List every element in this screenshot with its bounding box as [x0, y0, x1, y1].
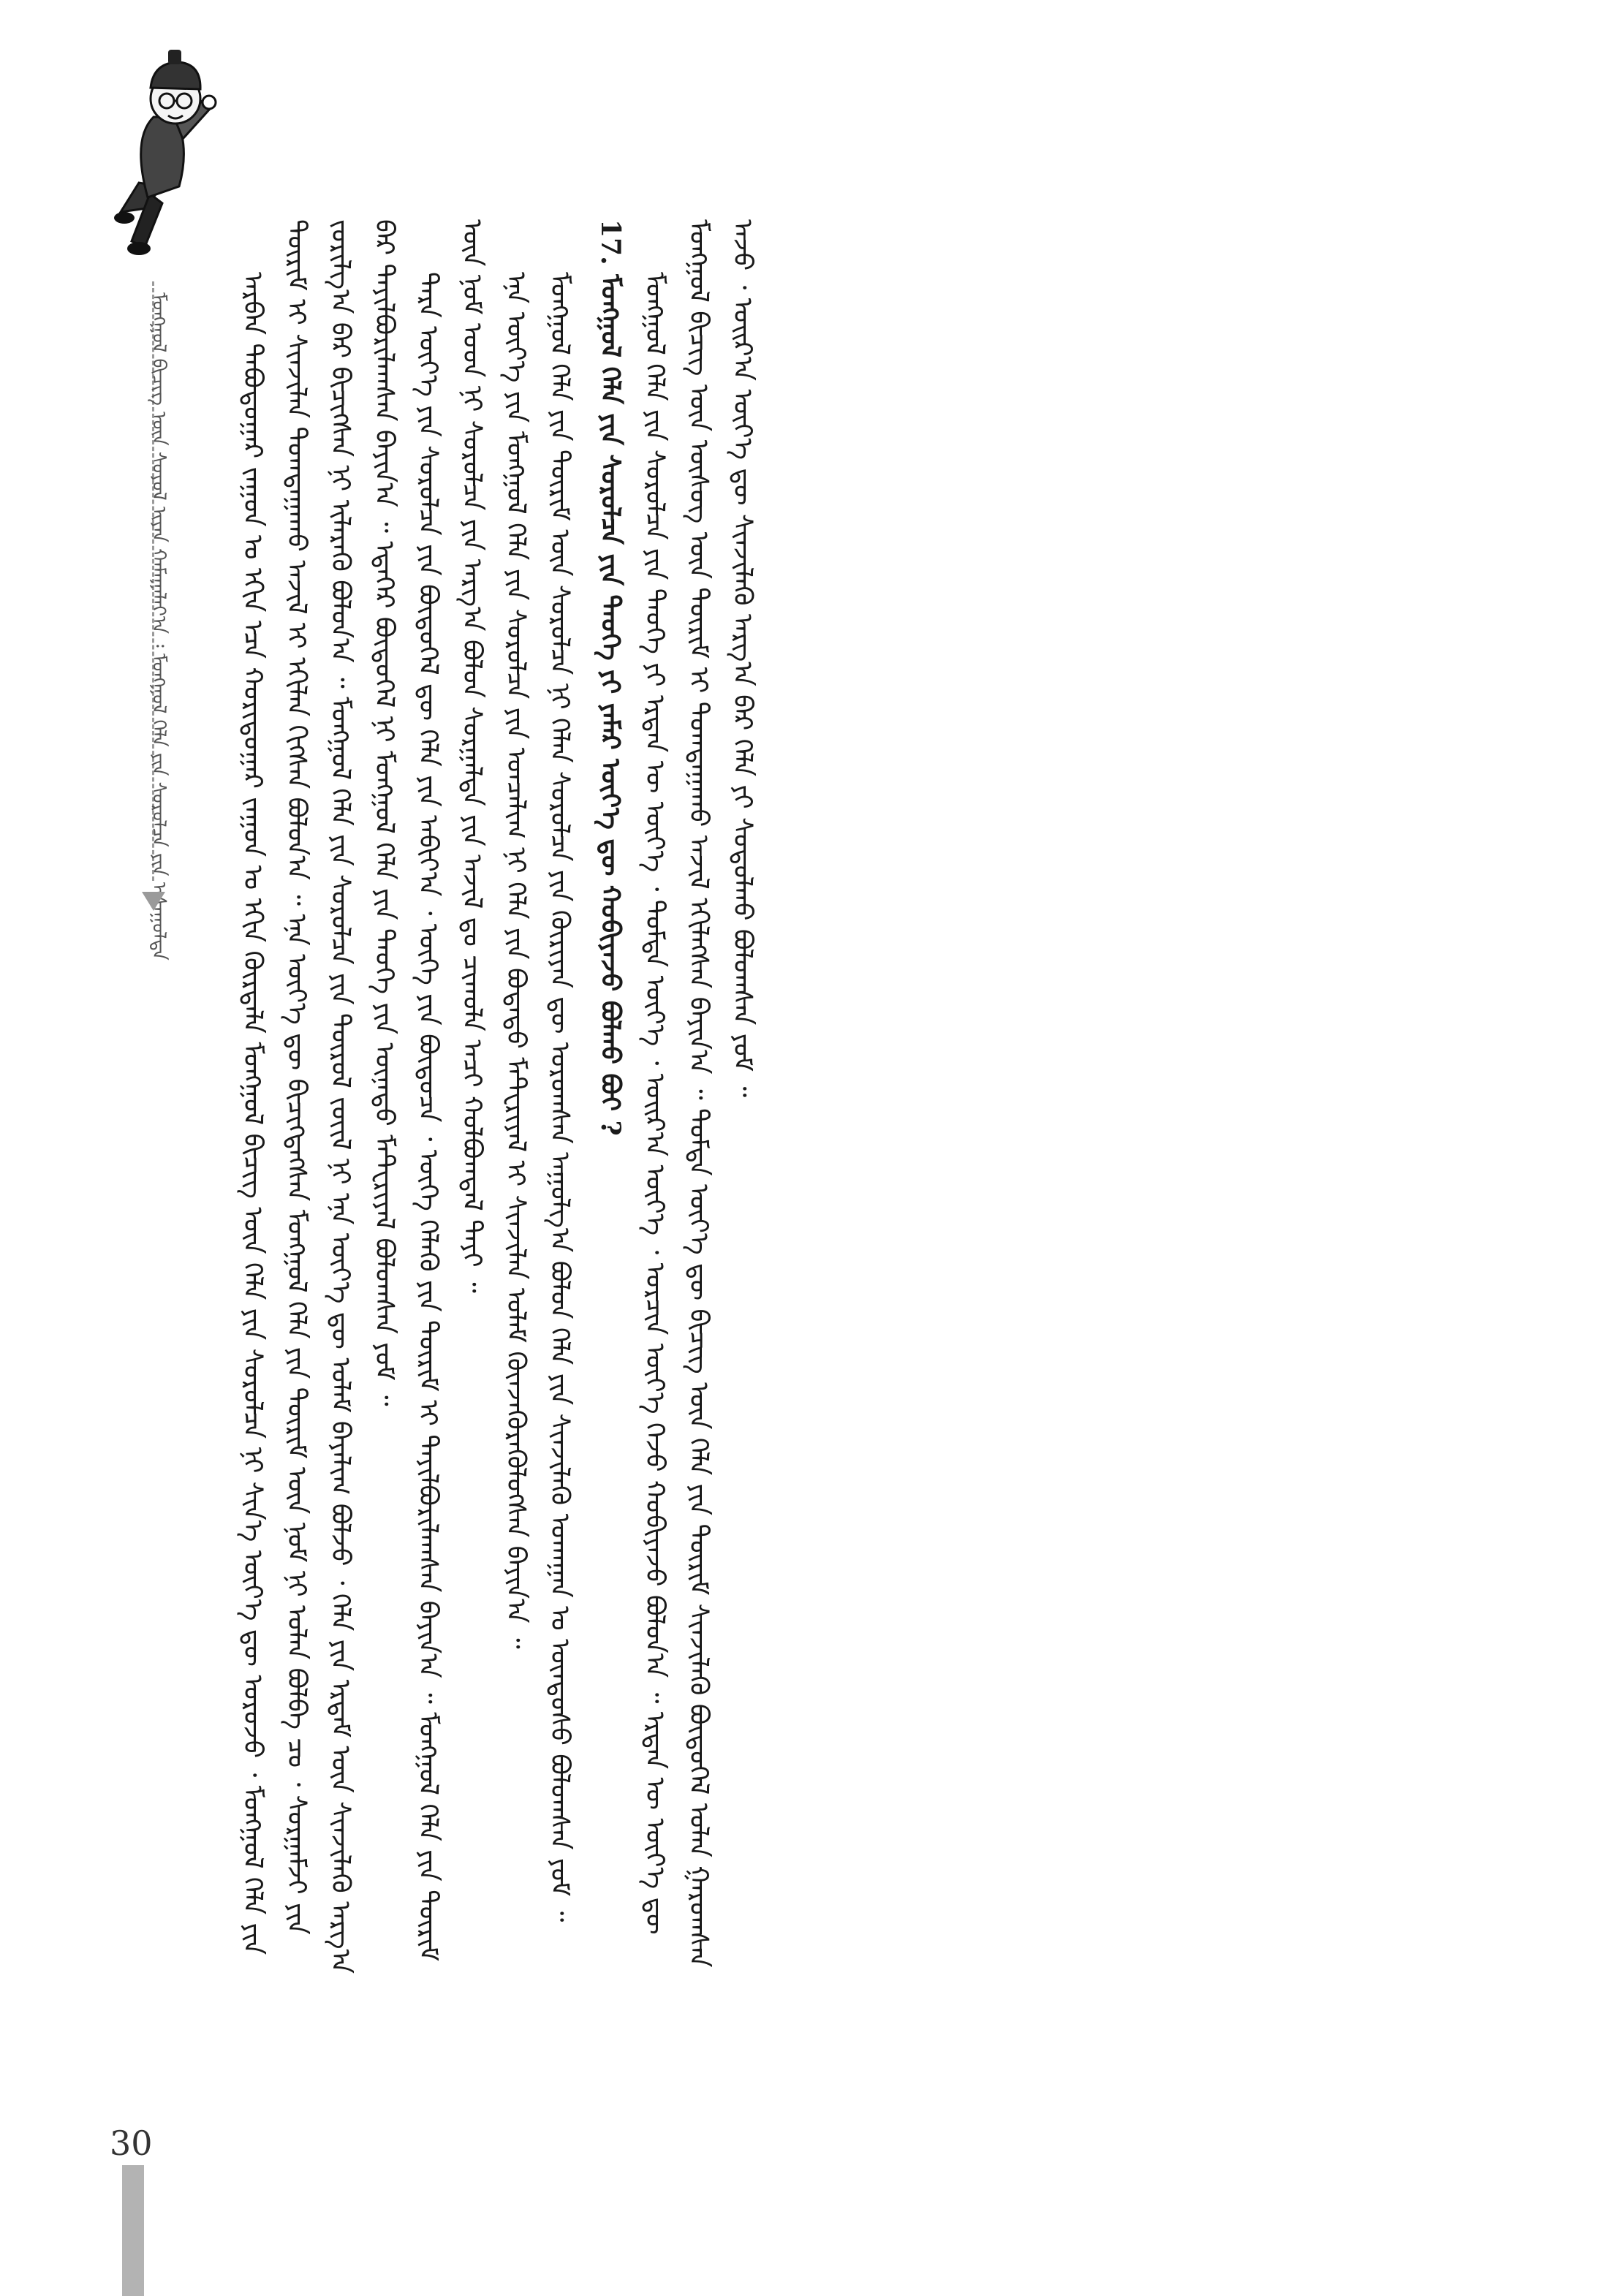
paragraph-2: ᠲᠡᠷᠡ ᠦᠶ᠎ᠡ ᠶᠢᠨ ᠰᠤᠷᠤᠯᠴᠠ ᠶᠢᠨ ᠪᠦᠲᠦᠭᠡᠯ ᠳᠦ ᠬᠡᠯᠡ ᠶᠢᠨ ᠠᠪᠢᠶ᠎ᠠ ᠂ ᠦᠭᠡ ᠶᠢᠨ ᠪᠦᠲᠦᠴᠡ ᠂ ᠦᠭᠡ ᠬᠡᠯᠡᠬᠦ ᠶᠢᠨ ᠳᠦᠷᠢᠮ ᠢ ᠲᠠᠶᠢᠯᠪᠤᠷᠢᠯᠠᠭᠰᠠᠨ ᠪᠠᠶᠢᠨ᠎ᠠ ᠃ ᠮᠣᠩᠭᠣᠯ ᠬᠡᠯᠡ ᠶᠢᠨ ᠳᠦᠷᠢᠮ ᠦᠨ ᠨᠣᠮ ᠤᠳ ᠨᠢ ᠰᠤᠷᠤᠯᠴᠠ ᠶᠢᠨ ᠠᠷᠭ᠎ᠠ ᠪᠣᠯᠤᠨ ᠰᠤᠷᠭᠠᠯᠲᠠ ᠶᠢᠨ ᠠᠵᠢᠯ ᠳᠤ ᠴᠢᠬᠤᠯᠠ ᠠᠴᠢ ᠬᠣᠯᠪᠣᠭᠳᠠᠯ ᠲᠠᠶᠢ ᠃	[413, 219, 487, 1961]
question-heading	[589, 219, 632, 2010]
question-number: 17.	[595, 219, 626, 265]
paragraph-3: ᠡᠨᠡ ᠦᠶ᠎ᠡ ᠶᠢᠨ ᠮᠣᠩᠭᠣᠯ ᠬᠡᠯᠡ ᠶᠢᠨ ᠰᠤᠷᠤᠯᠴᠠ ᠶᠢᠨ ᠣᠨᠴᠠᠯᠢᠭ ᠨᠢ ᠬᠡᠯᠡ ᠶᠢᠨ ᠪᠣᠳᠠᠲᠤ ᠮᠠᠲᠧᠷᠢᠶᠠᠯ ᠢ ᠰᠢᠨᠵᠢᠯᠡᠨ ᠤᠯᠠᠮ ᠭᠦᠨᠵᠡᠭᠦᠷᠡᠭᠦᠯᠦᠭᠰᠡᠨ ᠪᠠᠶᠢᠨ᠎ᠠ ᠃	[501, 272, 531, 1649]
answer-paragraph: ᠮᠣᠩᠭᠣᠯ ᠬᠡᠯᠡ ᠶᠢᠨ ᠰᠤᠷᠤᠯᠴᠠ ᠶᠢᠨ ᠲᠡᠦᠬᠡ ᠶᠢ ᠡᠷᠲᠡᠨ ᠦ ᠦᠶ᠎ᠡ ᠂ ᠳᠤᠮᠳᠠ ᠦᠶ᠎ᠡ ᠂ ᠣᠢᠷ᠎ᠠ ᠦᠶ᠎ᠡ ᠂ ᠣᠷᠴᠢᠨ ᠦᠶ᠎ᠡ ᠭᠡᠵᠦ ᠬᠤᠪᠢᠶᠠᠵᠤ ᠪᠣᠯᠤᠨ᠎ᠠ ᠃ ᠡᠷᠲᠡᠨ ᠦ ᠦᠶ᠎ᠡ ᠳᠦ ᠮᠣᠩᠭᠣᠯ ᠪᠢᠴᠢᠭ ᠦᠨ ᠦᠰᠦᠭ ᠦᠨ ᠳᠦᠷᠢᠮ ᠢ ᠲᠣᠭᠲᠠᠭᠠᠬᠤ ᠠᠵᠢᠯ ᠡᠬᠢᠯᠡᠭᠰᠡᠨ ᠪᠠᠶᠢᠨ᠎ᠠ ᠃ ᠳᠤᠮᠳᠠ ᠦᠶ᠎ᠡ ᠳᠦ ᠪᠢᠴᠢᠭ ᠦᠨ ᠬᠡᠯᠡ ᠶᠢᠨ ᠳᠦᠷᠢᠮ ᠰᠢᠨᠵᠢᠯᠡᠬᠦ ᠪᠦᠲᠦᠭᠡᠯ ᠣᠯᠠᠨ ᠭᠠᠷᠤᠭᠰᠠᠨ ᠠᠵᠤ ᠂ ᠣᠢᠷ᠎ᠠ ᠦᠶ᠎ᠡ ᠳᠦ ᠰᠢᠨᠵᠢᠯᠡᠬᠦ ᠠᠷᠭ᠎ᠠ ᠪᠠᠷ ᠬᠡᠯᠡ ᠶᠢ ᠰᠤᠳᠤᠯᠬᠤ ᠪᠣᠯᠤᠭᠰᠠᠨ ᠶᠤᠮ ᠃	[640, 219, 757, 1968]
page-edge-tab	[122, 2165, 144, 2296]
paragraph-4: ᠮᠣᠩᠭᠣᠯ ᠬᠡᠯᠡ ᠶᠢᠨ ᠳᠦᠷᠢᠮ ᠦᠨ ᠰᠤᠷᠤᠯᠴᠠ ᠨᠢ ᠬᠡᠯᠡᠨ ᠰᠤᠷᠤᠯᠴᠠ ᠶᠢᠨ ᠬᠦᠷᠢᠶᠡᠨ ᠳᠦ ᠣᠷᠣᠭᠰᠠᠨ ᠠᠭᠤᠯᠭ᠎ᠠ ᠪᠣᠯᠤᠨ ᠬᠡᠯᠡ ᠶᠢᠨ ᠰᠢᠨᠵᠢᠯᠡᠬᠦ ᠤᠬᠠᠭᠠᠨ ᠤ ᠦᠨᠳᠦᠰᠦ ᠪᠣᠯᠤᠭᠰᠠᠨ ᠶᠤᠮ ᠃	[545, 272, 575, 1922]
header-arrow-icon	[142, 892, 165, 911]
page-number: 30	[110, 2123, 153, 2163]
body-text	[230, 219, 1371, 2010]
mascot-illustration	[110, 29, 219, 270]
question-text: ᠮᠣᠩᠭᠣᠯ ᠬᠡᠯᠡ ᠶᠢᠨ ᠰᠤᠷᠤᠯᠴᠠ ᠶᠢᠨ ᠲᠡᠦᠬᠡ ᠶᠢ ᠶᠠᠮᠠᠷ ᠦᠶ᠎ᠡ ᠳᠦ ᠬᠤᠪᠢᠶᠠᠵᠤ ᠪᠣᠯᠬᠤ ᠪᠤᠢ ?	[595, 274, 626, 1136]
paragraph-1: ᠠᠷᠪᠠᠨ ᠲᠠᠪᠤᠳᠤᠭᠠᠷ ᠵᠠᠭᠤᠨ ᠤ ᠡᠬᠢᠨ ᠡᠴᠡ ᠬᠤᠷᠢᠳᠤᠭᠠᠷ ᠵᠠᠭᠤᠨ ᠤ ᠡᠬᠢᠨ ᠬᠦᠷᠲᠡᠯᠡ ᠮᠣᠩᠭᠣᠯ ᠪᠢᠴᠢᠭ ᠦᠨ ᠬᠡᠯᠡ ᠶᠢᠨ ᠰᠤᠷᠤᠯᠴᠠ ᠨᠢ ᠰᠢᠨ᠎ᠡ ᠦᠶ᠎ᠡ ᠳᠦ ᠣᠷᠣᠵᠤ ᠂ ᠮᠣᠩᠭᠣᠯ ᠬᠡᠯᠡ ᠶᠢᠨ ᠳᠦᠷᠢᠮ ᠢ ᠰᠢᠨᠵᠢᠯᠡᠨ ᠲᠣᠭᠲᠠᠭᠠᠬᠤ ᠠᠵᠢᠯ ᠢ ᠡᠬᠢᠯᠡᠨ ᠬᠢᠭᠰᠡᠨ ᠪᠣᠯᠤᠨ᠎ᠠ ᠃ ᠡᠨᠡ ᠦᠶ᠎ᠡ ᠳᠦ ᠪᠢᠴᠢᠭᠳᠡᠭᠰᠡᠨ ᠮᠣᠩᠭᠣᠯ ᠬᠡᠯᠡ ᠶᠢᠨ ᠳᠦᠷᠢᠮ ᠦᠨ ᠨᠣᠮ ᠨᠢ ᠣᠯᠠᠨ ᠪᠣᠯᠪᠠ ᠴᠤ ᠂ ᠰᠤᠷᠭᠠᠮᠵᠢ ᠶᠢᠨ ᠵᠣᠷᠢᠯᠭ᠎ᠠ ᠪᠠᠷ ᠪᠢᠴᠢᠭᠰᠡᠨ ᠨᠢ ᠢᠯᠡᠷᠡᠬᠦ ᠪᠣᠯᠤᠨ᠎ᠠ ᠃ ᠮᠣᠩᠭᠣᠯ ᠬᠡᠯᠡ ᠶᠢᠨ ᠰᠤᠷᠤᠯᠴᠠ ᠶᠢᠨ ᠲᠦᠷᠦᠯ ᠵᠦᠢᠯ ᠨᠢ ᠡᠨᠡ ᠦᠶ᠎ᠡ ᠳᠦ ᠤᠯᠠᠮ ᠪᠠᠶᠠᠯᠢᠭ ᠪᠣᠯᠵᠤ ᠂ ᠬᠡᠯᠡ ᠶᠢᠨ ᠡᠷᠳᠡᠮ ᠦᠨ ᠰᠢᠨᠵᠢᠯᠡᠬᠦ ᠠᠷᠭ᠎ᠠ ᠪᠠᠷ ᠲᠠᠶᠢᠯᠪᠤᠷᠢᠯᠠᠭᠰᠠᠨ ᠪᠠᠶᠢᠨ᠎ᠠ ᠃ ᠡᠳᠡᠭᠡᠷ ᠪᠦᠲᠦᠭᠡᠯ ᠨᠢ ᠮᠣᠩᠭᠣᠯ ᠬᠡᠯᠡ ᠶᠢᠨ ᠲᠡᠦᠬᠡ ᠶᠢᠨ ᠦᠨᠡᠲᠦ ᠮᠠᠲᠧᠷᠢᠶᠠᠯ ᠪᠣᠯᠤᠭᠰᠠᠨ ᠶᠤᠮ ᠃	[238, 219, 399, 1974]
running-header	[110, 29, 219, 961]
running-title: ᠮᠣᠩᠭᠣᠯ ᠪᠢᠴᠢᠭ ᠦᠨ ᠰᠣᠶᠣᠯ ᠢᠶᠠᠨ ᠬᠠᠮᠠᠭᠠᠯᠠᠶ᠎ᠠ ᠄ ᠮᠣᠩᠭᠣᠯ ᠬᠡᠯᠡ ᠶᠢᠨ ᠰᠤᠷᠤᠯᠴᠠ ᠶᠢᠨ ᠠᠰᠠᠭᠤᠯᠲᠠ	[148, 292, 170, 961]
